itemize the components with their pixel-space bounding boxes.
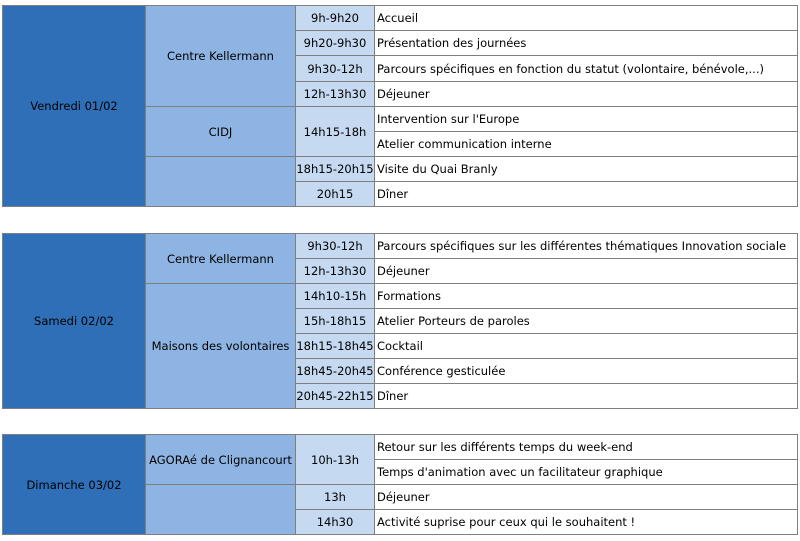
activity-cell: Déjeuner (375, 485, 798, 510)
time-cell: 14h30 (296, 510, 375, 535)
location-cell: Centre Kellermann (146, 6, 296, 107)
time-cell: 14h15-18h (296, 107, 375, 157)
day-label: Vendredi 01/02 (3, 6, 146, 207)
time-cell: 10h-13h (296, 435, 375, 485)
time-cell: 9h30-12h (296, 56, 375, 82)
day-label: Dimanche 03/02 (3, 435, 146, 535)
activity-cell: Cocktail (375, 334, 798, 359)
activity-cell: Atelier communication interne (375, 132, 798, 157)
time-cell: 9h30-12h (296, 234, 375, 259)
activity-cell: Atelier Porteurs de paroles (375, 309, 798, 334)
time-cell: 18h15-20h15 (296, 157, 375, 182)
location-cell: Maisons des volontaires (146, 284, 296, 409)
activity-cell: Conférence gesticulée (375, 359, 798, 384)
location-cell: Centre Kellermann (146, 234, 296, 284)
activity-cell: Parcours spécifiques sur les différentes thématiques Innovation sociale (375, 234, 798, 259)
time-cell: 12h-13h30 (296, 259, 375, 284)
activity-cell: Intervention sur l'Europe (375, 107, 798, 132)
activity-cell: Déjeuner (375, 82, 798, 107)
time-cell: 9h20-9h30 (296, 31, 375, 56)
location-cell (146, 157, 296, 207)
time-cell: 14h10-15h (296, 284, 375, 309)
activity-cell: Visite du Quai Branly (375, 157, 798, 182)
activity-cell: Accueil (375, 6, 798, 31)
time-cell: 18h45-20h45 (296, 359, 375, 384)
location-cell: CIDJ (146, 107, 296, 157)
schedule-sunday (2, 434, 798, 535)
day-label: Samedi 02/02 (3, 234, 146, 409)
activity-cell: Retour sur les différents temps du week-end (375, 435, 798, 460)
activity-cell: Formations (375, 284, 798, 309)
time-cell: 13h (296, 485, 375, 510)
time-cell: 9h-9h20 (296, 6, 375, 31)
activity-cell: Parcours spécifiques en fonction du statut (volontaire, bénévole,...) (375, 56, 798, 82)
time-cell: 12h-13h30 (296, 82, 375, 107)
location-cell: AGORAé de Clignancourt (146, 435, 296, 485)
activity-cell: Dîner (375, 182, 798, 207)
activity-cell: Activité suprise pour ceux qui le souhaitent ! (375, 510, 798, 535)
time-cell: 20h45-22h15 (296, 384, 375, 409)
location-cell (146, 485, 296, 535)
activity-cell: Dîner (375, 384, 798, 409)
time-cell: 18h15-18h45 (296, 334, 375, 359)
activity-cell: Déjeuner (375, 259, 798, 284)
schedule-friday (2, 5, 798, 207)
time-cell: 15h-18h15 (296, 309, 375, 334)
schedule-saturday (2, 233, 798, 409)
activity-cell: Temps d'animation avec un facilitateur graphique (375, 460, 798, 485)
activity-cell: Présentation des journées (375, 31, 798, 56)
time-cell: 20h15 (296, 182, 375, 207)
